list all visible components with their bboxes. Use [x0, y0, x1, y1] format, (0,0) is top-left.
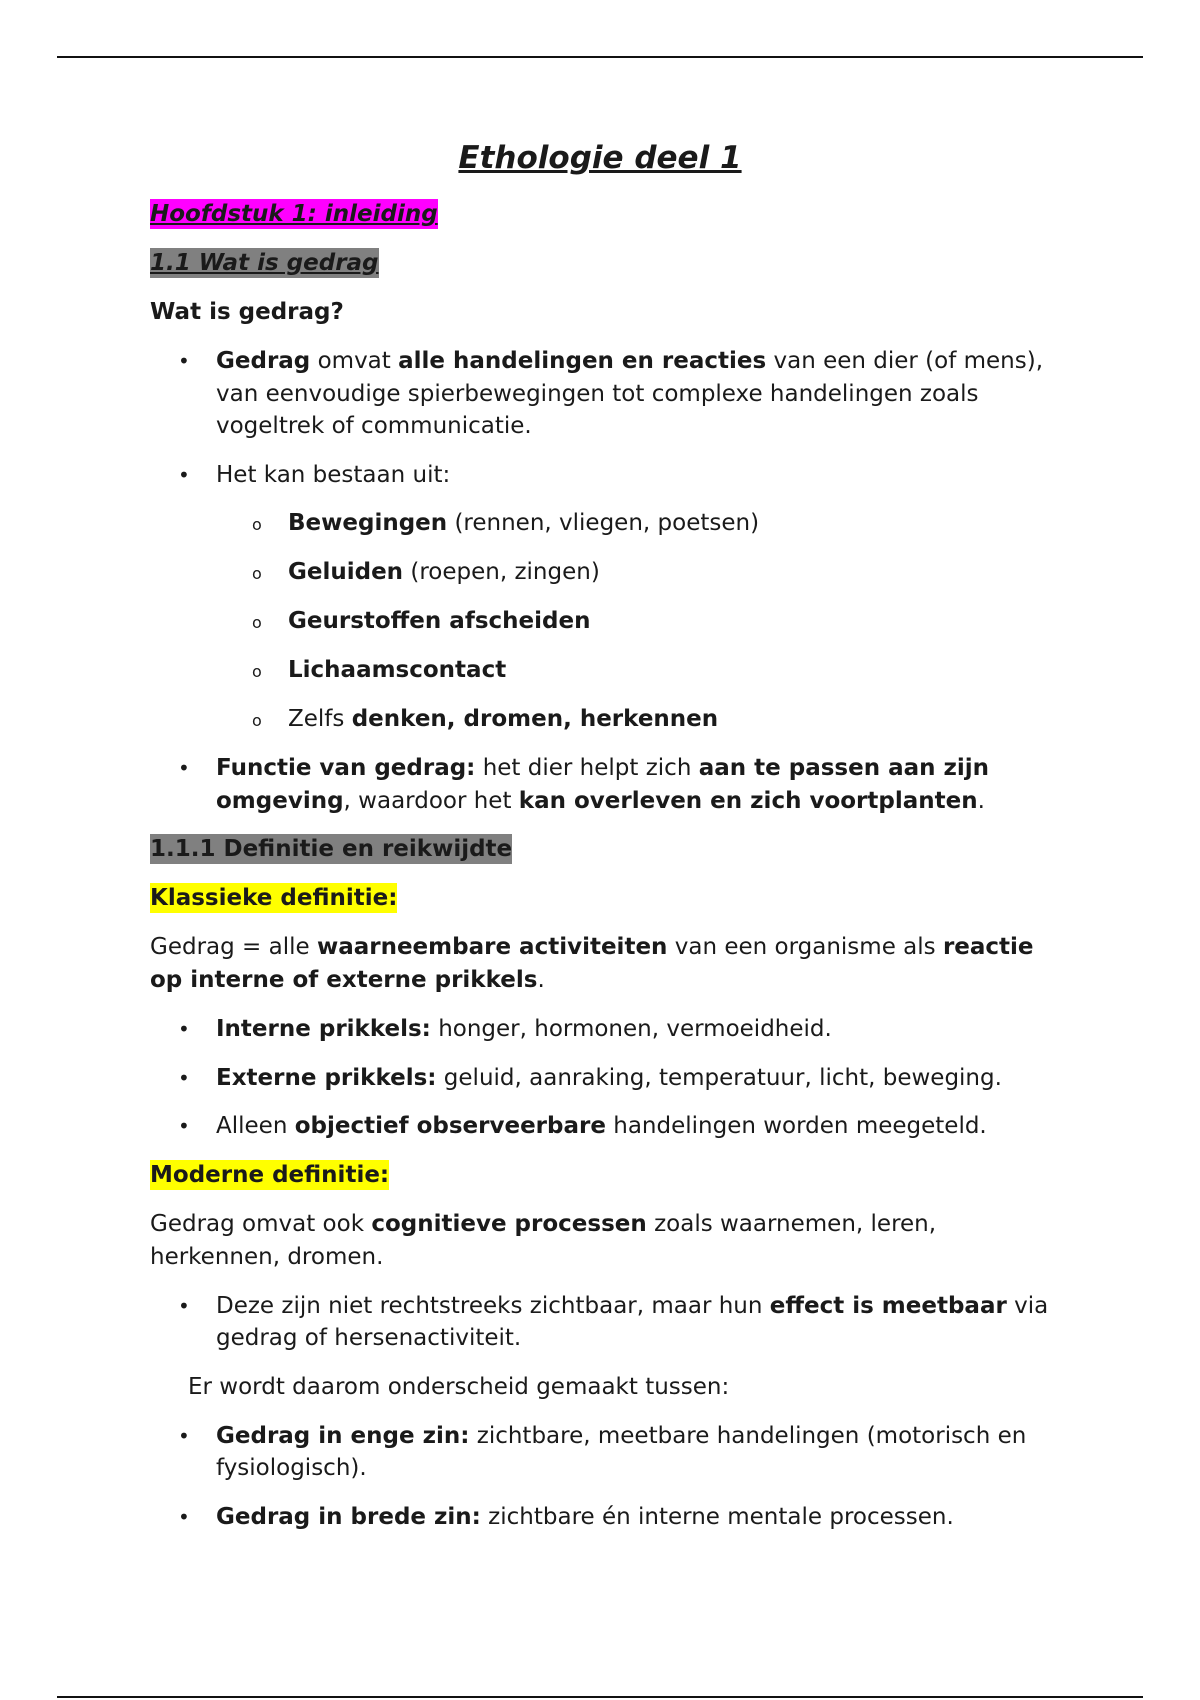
bullet-icon: • — [178, 1293, 190, 1318]
list-item: • Functie van gedrag: het dier helpt zich aan te passen aan zijn omgeving, waardoor het kan overleven en zich voortplanten. — [150, 752, 1050, 817]
sub-list-item: o Geluiden (roepen, zingen) — [216, 556, 1050, 589]
list-item: • Externe prikkels: geluid, aanraking, temperatuur, licht, beweging. — [150, 1062, 1050, 1095]
sub-list-item: o Geurstoffen afscheiden — [216, 605, 1050, 638]
bullet-icon: • — [178, 349, 190, 373]
circle-bullet-icon: o — [252, 564, 262, 583]
classic-definition-text: Gedrag = alle waarneembare activiteiten van een organisme als reactie op interne of externe prikkels. — [150, 934, 1034, 993]
definition-list — [150, 345, 1050, 817]
modern-definition-heading: Moderne definitie: — [150, 1161, 390, 1188]
circle-bullet-icon: o — [252, 711, 262, 730]
subsection-heading: 1.1.1 Definitie en reikwijdte — [150, 836, 513, 862]
distinction-text: Er wordt daarom onderscheid gemaakt tussen: — [188, 1373, 730, 1400]
classic-definition-heading: Klassieke definitie: — [150, 885, 398, 911]
sub-list-item: o Zelfs denken, dromen, herkennen — [216, 703, 1050, 736]
question-heading: Wat is gedrag? — [150, 299, 344, 325]
list-item: • Gedrag in brede zin: zichtbare én interne mentale processen. — [150, 1501, 1050, 1534]
bottom-rule — [57, 1696, 1143, 1698]
sub-list-item: o Lichaamscontact — [216, 654, 1050, 687]
final-list — [150, 1420, 1050, 1534]
section-heading: 1.1 Wat is gedrag — [150, 250, 379, 276]
circle-bullet-icon: o — [252, 662, 262, 681]
list-item: • Alleen objectief observeerbare handelingen worden meegeteld. — [150, 1110, 1050, 1143]
list-item: • Gedrag omvat alle handelingen en reacties van een dier (of mens), van eenvoudige spierbewegingen tot complexe handelingen zoals vogeltrek of communicatie. — [150, 345, 1050, 443]
bullet-icon: • — [178, 462, 190, 487]
circle-bullet-icon: o — [252, 613, 262, 632]
sub-list-item: o Bewegingen (rennen, vliegen, poetsen) — [216, 507, 1050, 540]
list-item: • Gedrag in enge zin: zichtbare, meetbare handelingen (motorisch en fysiologisch). — [150, 1420, 1050, 1485]
bullet-icon: • — [178, 756, 190, 780]
list-item: • Het kan bestaan uit: o Bewegingen (rennen, vliegen, poetsen) o Geluiden (roepen, zingen) o Geurstoffen afscheiden o Lichaamscontact o Zelfs denken, dromen, herkennen — [150, 459, 1050, 737]
page-title: Ethologie deel 1 — [458, 140, 742, 176]
list-item: • Interne prikkels: honger, hormonen, vermoeidheid. — [150, 1013, 1050, 1046]
sub-list — [216, 507, 1050, 736]
bullet-icon: • — [178, 1065, 190, 1090]
bullet-icon: • — [178, 1504, 190, 1529]
bullet-icon: • — [178, 1114, 190, 1138]
modern-list — [150, 1290, 1050, 1355]
chapter-heading: Hoofdstuk 1: inleiding — [150, 201, 438, 227]
bullet-icon: • — [178, 1423, 190, 1448]
modern-definition-text: Gedrag omvat ook cognitieve processen zoals waarnemen, leren, herkennen, dromen. — [150, 1210, 937, 1270]
document-body — [150, 135, 1050, 1549]
list-item: • Deze zijn niet rechtstreeks zichtbaar, maar hun effect is meetbaar via gedrag of hersenactiviteit. — [150, 1290, 1050, 1355]
top-rule — [57, 56, 1143, 58]
bullet-icon: • — [178, 1017, 190, 1041]
classic-list — [150, 1013, 1050, 1143]
circle-bullet-icon: o — [252, 515, 262, 534]
